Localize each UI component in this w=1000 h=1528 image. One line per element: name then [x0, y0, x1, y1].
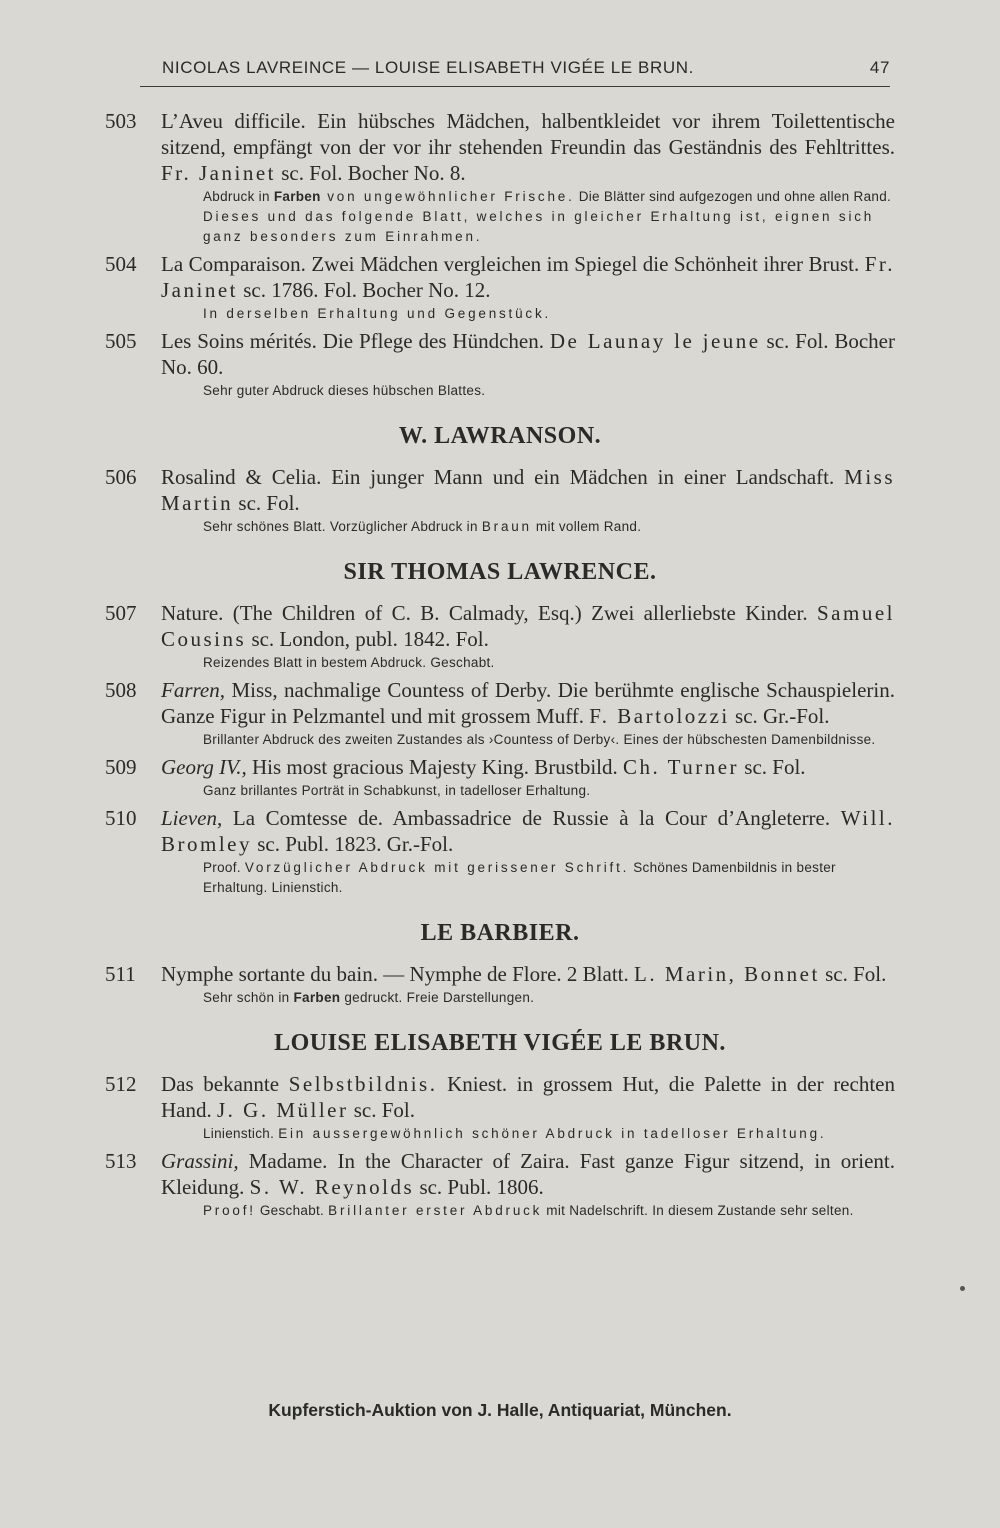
- lot-number: 512: [105, 1072, 137, 1096]
- note-text: gedruckt. Freie Darstellungen.: [340, 990, 535, 1005]
- sitter-name: Lieven,: [161, 806, 223, 830]
- note-text: Proof.: [203, 860, 245, 875]
- print-speck: [960, 1286, 965, 1291]
- entry-description: [161, 1148, 895, 1200]
- page-number: 47: [869, 58, 890, 77]
- lot-number: 506: [105, 465, 137, 489]
- entry-note: [161, 187, 895, 247]
- entry-title: Les Soins mérités.: [161, 329, 317, 353]
- lot-number: 510: [105, 806, 137, 830]
- engraver-name: S. W. Reynolds: [249, 1175, 415, 1199]
- running-header: [140, 58, 890, 87]
- note-spaced-text: In derselben Erhaltung und Gegenstück.: [203, 306, 552, 321]
- entry-note: [161, 858, 895, 898]
- note-text: Geschabt.: [255, 1203, 329, 1218]
- catalog-entry-507: [105, 600, 895, 673]
- catalog-entry-508: [105, 677, 895, 750]
- entry-text: sc. Fol. Bocher No. 8.: [276, 161, 466, 185]
- catalog-entry-503: [105, 108, 895, 247]
- engraver-name: Fr. Janinet: [161, 161, 276, 185]
- note-spaced-text: von ungewöhnlicher Frische.: [320, 189, 575, 204]
- lot-number: 513: [105, 1149, 137, 1173]
- engraver-name: F. Bartolozzi: [589, 704, 730, 728]
- entry-text: Miss, nachmalige Countess of Derby. Die berühmte englische Schauspielerin. Ganze Figur in Pelzmantel und mit grossem Muff.: [161, 678, 895, 728]
- note-spaced-text: Vorzüglicher Abdruck mit gerissener Schrift.: [244, 860, 630, 875]
- note-text: mit Nadelschrift. In diesem Zustande sehr selten.: [542, 1203, 854, 1218]
- entry-text: sc. Publ. 1823. Gr.-Fol.: [252, 832, 454, 856]
- entry-text: Kniest. in grossem Hut, die Palette in der rechten Hand.: [161, 1072, 895, 1122]
- entry-text: sc. 1786. Fol. Bocher No. 12.: [237, 278, 491, 302]
- entry-note: [161, 304, 895, 324]
- catalog-entry-510: [105, 805, 895, 898]
- note-text: Linienstich.: [203, 1126, 279, 1141]
- section-heading-lawrence: SIR THOMAS LAWRENCE.: [343, 559, 657, 585]
- catalog-entry-505: [105, 328, 895, 401]
- engraver-name: Miss Martin: [161, 465, 895, 515]
- sitter-name: Grassini,: [161, 1149, 239, 1173]
- lot-number: 507: [105, 601, 137, 625]
- note-spaced-text: Proof!: [203, 1203, 256, 1218]
- entry-text: sc. Fol. Bocher No. 60.: [161, 329, 895, 379]
- lot-number: 504: [105, 252, 137, 276]
- entry-text: (The Children of C. B. Calmady, Esq.) Zwei allerliebste Kinder.: [223, 601, 817, 625]
- entry-note: Ganz brillantes Porträt in Schabkunst, in tadelloser Erhaltung.: [203, 783, 591, 798]
- entry-description: [161, 328, 895, 380]
- entry-text: sc. Fol.: [739, 755, 806, 779]
- entry-description: [161, 754, 895, 780]
- engraver-name: Fr. Janinet: [161, 252, 895, 302]
- page-footer: Kupferstich-Auktion von J. Halle, Antiquariat, München.: [268, 1400, 732, 1420]
- engraver-name: Will. Bromley: [161, 806, 895, 856]
- sitter-name: Georg IV.,: [161, 755, 247, 779]
- header-title: NICOLAS LAVREINCE — LOUISE ELISABETH VIGÉE LE BRUN.: [162, 58, 694, 77]
- entry-text: Nymphe sortante du bain. — Nymphe de Flore. 2 Blatt.: [161, 962, 635, 986]
- entry-text: sc. Publ. 1806.: [414, 1175, 544, 1199]
- entry-title: La Comparaison.: [161, 252, 306, 276]
- entry-note: [161, 1201, 895, 1221]
- note-spaced-text: Ein aussergewöhnlich schöner Abdruck in tadelloser Erhaltung.: [278, 1126, 827, 1141]
- engraver-name: De Launay le jeune: [549, 329, 761, 353]
- entry-note: Sehr guter Abdruck dieses hübschen Blattes.: [203, 383, 486, 398]
- lot-number: 509: [105, 755, 137, 779]
- entry-text: Das bekannte: [161, 1072, 289, 1096]
- note-text: Abdruck in: [203, 189, 274, 204]
- entry-title: L’Aveu difficile.: [161, 109, 306, 133]
- entry-text: Ein hübsches Mädchen, halbentkleidet vor ihrem Toilettentische sitzend, empfängt von der vor ihr stehenden Freundin das Geständnis des Fehltrittes.: [161, 109, 895, 159]
- lot-number: 508: [105, 678, 137, 702]
- entry-description: [161, 805, 895, 857]
- catalog-entry-511: [105, 961, 895, 1008]
- engraver-name: Samuel Cousins: [161, 601, 895, 651]
- note-spaced-text: Brillanter erster Abdruck: [328, 1203, 543, 1218]
- section-heading-vigee-le-brun: LOUISE ELISABETH VIGÉE LE BRUN.: [274, 1030, 726, 1056]
- note-bold-text: Farben: [293, 990, 341, 1005]
- catalog-entry-504: [105, 251, 895, 324]
- entry-note: Reizendes Blatt in bestem Abdruck. Geschabt.: [203, 655, 495, 670]
- entry-note: [161, 1124, 895, 1144]
- entry-spaced-word: Selbstbildnis.: [288, 1072, 438, 1096]
- entry-description: [161, 251, 895, 303]
- entry-note: Brillanter Abdruck des zweiten Zustandes als ›Countess of Derby‹. Eines der hübschesten Damenbildnisse.: [203, 732, 876, 747]
- note-text: Sehr schönes Blatt. Vorzüglicher Abdruck in: [203, 519, 482, 534]
- sitter-name: Farren,: [161, 678, 225, 702]
- note-text: mit vollem Rand.: [531, 519, 642, 534]
- lot-number: 511: [105, 962, 136, 986]
- note-text: Die Blätter sind aufgezogen und ohne allen Rand.: [574, 189, 892, 204]
- lot-number: 505: [105, 329, 137, 353]
- engraver-name: Ch. Turner: [623, 755, 740, 779]
- entry-description: [161, 600, 895, 652]
- entry-text: Ein junger Mann und ein Mädchen in einer Landschaft.: [321, 465, 845, 489]
- section-heading-lawranson: W. LAWRANSON.: [398, 423, 602, 449]
- entry-text: sc. Fol.: [348, 1098, 416, 1122]
- entry-description: [161, 677, 895, 729]
- entry-text: Madame. In the Character of Zaira. Fast ganze Figur sitzend, in orient. Kleidung.: [161, 1149, 895, 1199]
- catalog-entry-509: [105, 754, 895, 801]
- catalog-entry-506: [105, 464, 895, 537]
- entry-title: Nature.: [161, 601, 224, 625]
- engraver-name: J. G. Müller: [217, 1098, 349, 1122]
- catalog-entry-512: [105, 1071, 895, 1144]
- note-text: Sehr schön in: [203, 990, 294, 1005]
- entry-text: Die Pflege des Hündchen.: [316, 329, 550, 353]
- entry-note: [161, 517, 895, 537]
- catalog-entry-513: [105, 1148, 895, 1221]
- note-bold-text: Farben: [273, 189, 321, 204]
- entry-text: sc. Gr.-Fol.: [729, 704, 830, 728]
- entry-description: [161, 108, 895, 186]
- entry-note: [161, 988, 895, 1008]
- entry-text: Zwei Mädchen vergleichen im Spiegel die Schönheit ihrer Brust.: [305, 252, 865, 276]
- lot-number: 503: [105, 109, 137, 133]
- entry-text: sc. Fol.: [233, 491, 300, 515]
- note-spaced-text: Braun: [481, 519, 532, 534]
- catalog-entries: [105, 108, 895, 1225]
- entry-text: His most gracious Majesty King. Brustbild.: [246, 755, 623, 779]
- entry-description: [161, 1071, 895, 1123]
- section-heading-barbier: LE BARBIER.: [420, 920, 580, 946]
- entry-text: sc. Fol.: [819, 962, 887, 986]
- note-spaced-text: Dieses und das folgende Blatt, welches in gleicher Erhaltung ist, eignen sich ganz besonders zum Einrahmen.: [203, 209, 875, 244]
- entry-text: La Comtesse de. Ambassadrice de Russie à la Cour d’Angleterre.: [222, 806, 841, 830]
- entry-title: Rosalind & Celia.: [161, 465, 322, 489]
- entry-text: sc. London, publ. 1842. Fol.: [246, 627, 489, 651]
- note-text: Schönes Damenbildnis in bester Erhaltung. Linienstich.: [203, 860, 836, 895]
- entry-description: [161, 961, 895, 987]
- entry-description: [161, 464, 895, 516]
- engraver-name: L. Marin, Bonnet: [634, 962, 820, 986]
